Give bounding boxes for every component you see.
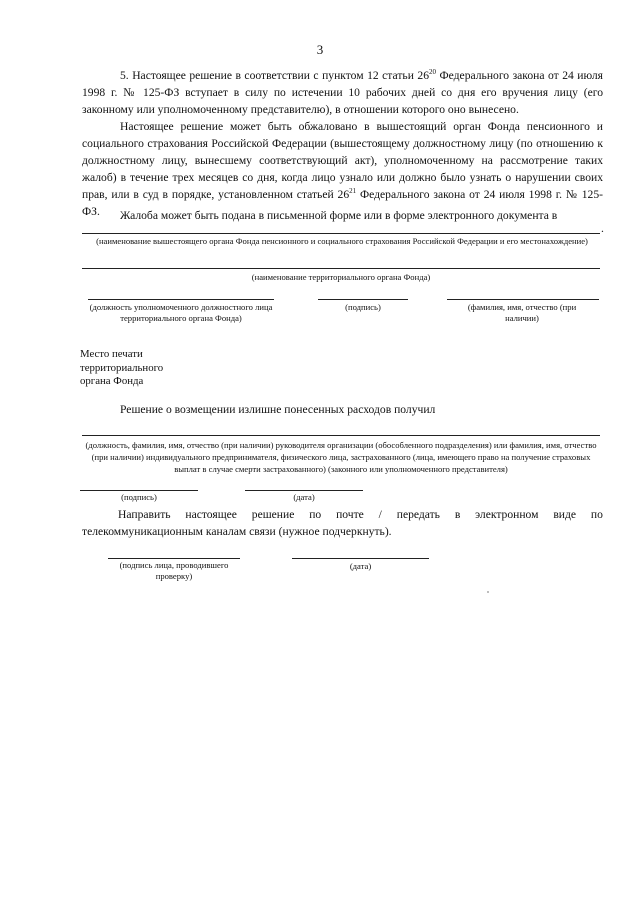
scan-speck [487, 591, 489, 593]
send-word: по [309, 508, 322, 521]
seal-line-2: территориального [80, 361, 164, 374]
date-fill-line-2 [245, 490, 363, 491]
appeal-text-b: Федерального закона от 24 июля 1998 г. № 125-ФЗ. [82, 188, 603, 218]
complaint-end-period: . [601, 222, 604, 235]
send-word: передать [396, 508, 440, 521]
full-name-fill-line-1 [447, 299, 599, 300]
caption-signature-1: (подпись) [345, 302, 381, 312]
seal-line-1: Место печати [80, 348, 143, 360]
date-fill-line-3 [292, 558, 429, 559]
caption-signature-2: (подпись) [121, 492, 157, 502]
paragraph-5-text-a: 5. Настоящее решение в соответствии с пунктом 12 статьи 26 [120, 69, 430, 82]
send-word: почте [336, 508, 364, 521]
signature-fill-line-2 [80, 490, 198, 491]
official-position-fill-line [88, 299, 274, 300]
caption-recipient: (должность, фамилия, имя, отчество (при наличии) руководителя организации (обособленного подразделения) или фамилия, имя, отчество (при наличии) индивидуального предпринимателя, физического лица, застрахованного (лица, имеющего право на получение страховых выплат в случае смерти застрахованного) (законного или уполномоченного представителя) [85, 440, 597, 474]
article-superscript-21: 21 [349, 187, 357, 196]
caption-territorial-body: (наименование территориального органа Фонда) [251, 272, 431, 282]
send-word: настоящее [185, 508, 237, 521]
paragraph-appeal [82, 118, 603, 220]
caption-date-3: (дата) [349, 561, 372, 571]
send-word: электронном [475, 508, 539, 521]
caption-checker-signature: (подпись лица, проводившего проверку) [119, 560, 229, 581]
caption-official-position: (должность уполномоченного должностного лица территориального органа Фонда) [89, 302, 273, 323]
send-word: виде [553, 508, 577, 521]
received-text: Решение о возмещении излишне понесенных расходов получил [120, 403, 436, 416]
caption-date-2: (дата) [293, 492, 315, 502]
paragraph-entry-into-force [82, 67, 603, 118]
complaint-text: Жалоба может быть подана в письменной форме или в форме электронного документа в [120, 209, 558, 222]
article-superscript-20: 20 [429, 68, 437, 77]
signature-fill-line-1 [318, 299, 408, 300]
page-number: 3 [316, 42, 324, 57]
checker-signature-fill-line [108, 558, 240, 559]
caption-higher-body: (наименование вышестоящего органа Фонда пенсионного и социального страхования Российской Федерации и его местонахождение) [96, 236, 588, 246]
paragraph-5-text-b: Федерального закона от 24 июля 1998 г. № 125-ФЗ вступает в силу по истечении 10 рабочих дней со дня его вручения лицу (его законному или уполномоченному представителю), в отношении которого оно вынесено. [82, 69, 603, 116]
send-word: / [378, 508, 382, 521]
appeal-text-a: Настоящее решение может быть обжаловано в вышестоящий орган Фонда пенсионного и социального страхования Российской Федерации (вышестоящему должностному лицу (по отношению к должностному лицу, вынесшему соответствующий акт), уполномоченному на рассмотрение таких жалоб) в течение трех месяцев со дня, когда лицо узнало или должно было узнать о нарушении своих прав, или в суд в порядке, установленном статьей 26 [82, 120, 603, 201]
caption-full-name-1: (фамилия, имя, отчество (при наличии) [467, 302, 577, 323]
seal-line-3: органа Фонда [80, 375, 144, 387]
send-word: Направить [118, 508, 171, 521]
send-line-1 [118, 506, 603, 523]
higher-body-fill-line [82, 233, 600, 234]
send-word: решение [251, 508, 295, 521]
seal-place [80, 348, 163, 389]
territorial-body-fill-line [82, 268, 600, 269]
send-line-2: телекоммуникационным каналам связи (нужное подчеркнуть). [82, 525, 392, 538]
send-word: в [454, 508, 461, 521]
recipient-fill-line [82, 435, 600, 436]
send-word: по [590, 508, 603, 521]
